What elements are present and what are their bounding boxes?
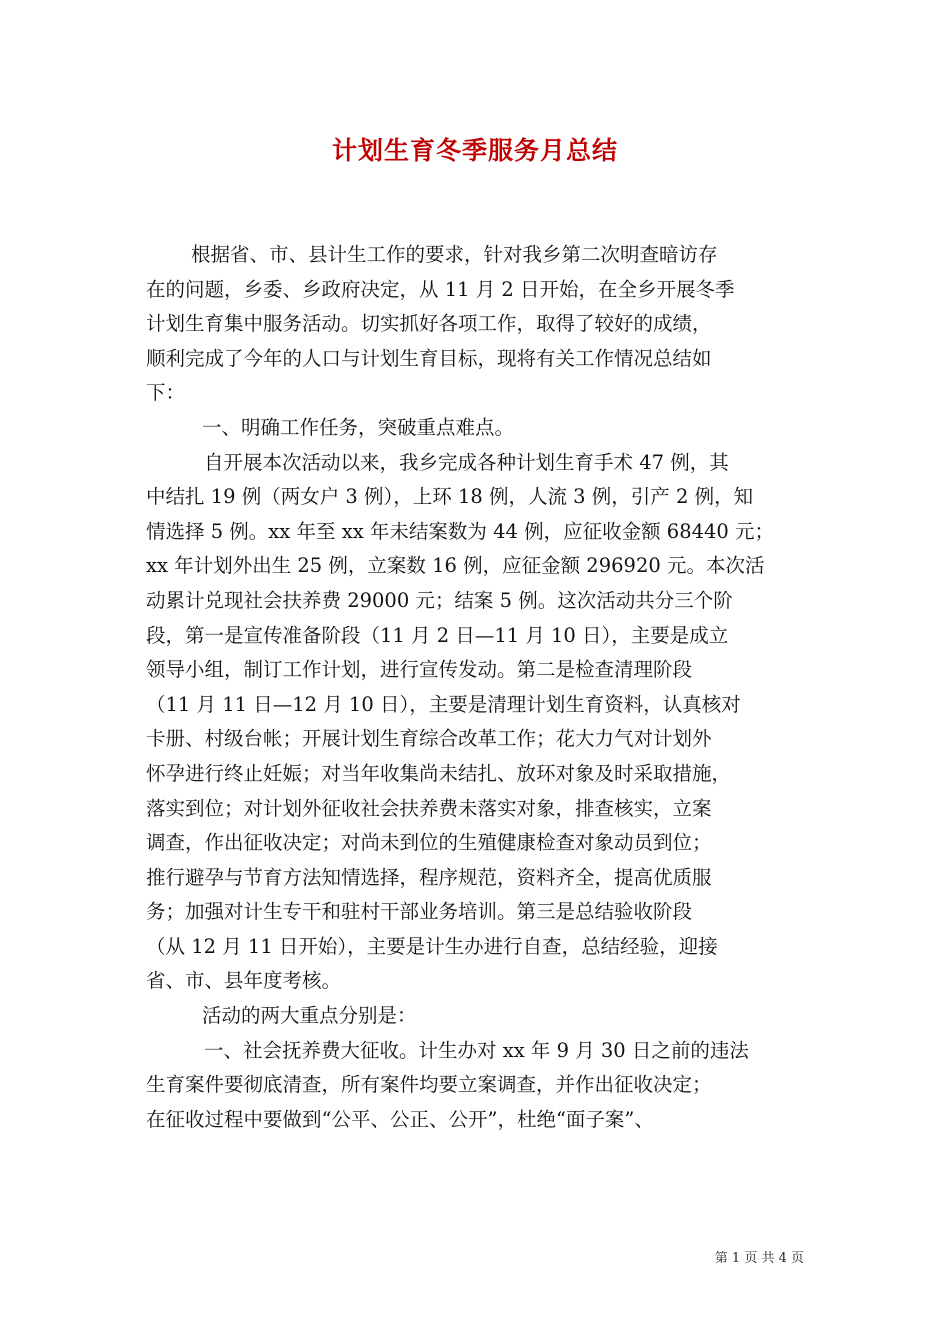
paragraph-line: 下： bbox=[146, 381, 186, 405]
paragraph-line: 调查，作出征收决定；对尚未到位的生殖健康检查对象动员到位； bbox=[146, 831, 712, 855]
paragraph-line: 怀孕进行终止妊娠；对当年收集尚未结扎、放环对象及时采取措施， bbox=[146, 761, 732, 785]
paragraph-line: 中结扎 19 例（两女户 3 例），上环 18 例，人流 3 例，引产 2 例，知 bbox=[146, 485, 754, 509]
paragraph-line: 活动的两大重点分别是： bbox=[202, 1004, 417, 1028]
paragraph-line: 省、市、县年度考核。 bbox=[146, 969, 342, 993]
document-body bbox=[146, 238, 806, 1137]
paragraph-line: 顺利完成了今年的人口与计划生育目标，现将有关工作情况总结如 bbox=[146, 346, 712, 370]
paragraph-line: 情选择 5 例。xx 年至 xx 年未结案数为 44 例，应征收金额 68440 元； bbox=[146, 519, 775, 543]
section-heading: 一、明确工作任务，突破重点难点。 bbox=[202, 415, 515, 439]
paragraph-line: （11 月 11 日—12 月 10 日），主要是清理计划生育资料，认真核对 bbox=[146, 692, 741, 716]
paragraph-line: 落实到位；对计划外征收社会扶养费未落实对象，排查核实，立案 bbox=[146, 796, 712, 820]
paragraph-line: 卡册、村级台帐；开展计划生育综合改革工作；花大力气对计划外 bbox=[146, 727, 712, 751]
paragraph-line: 领导小组，制订工作计划，进行宣传发动。第二是检查清理阶段 bbox=[146, 658, 693, 682]
paragraph-line: 计划生育集中服务活动。切实抓好各项工作，取得了较好的成绩， bbox=[146, 312, 712, 336]
paragraph-line: 务；加强对计生专干和驻村干部业务培训。第三是总结验收阶段 bbox=[146, 900, 693, 924]
paragraph-line: 在的问题，乡委、乡政府决定，从 11 月 2 日开始，在全乡开展冬季 bbox=[146, 277, 735, 301]
page-number: 第 1 页 共 4 页 bbox=[714, 1251, 804, 1266]
paragraph-line: 推行避孕与节育方法知情选择，程序规范，资料齐全，提高优质服 bbox=[146, 865, 712, 889]
paragraph-line: 生育案件要彻底清查，所有案件均要立案调查，并作出征收决定； bbox=[146, 1073, 712, 1097]
paragraph-line: 在征收过程中要做到“公平、公正、公开”，杜绝“面子案”、 bbox=[146, 1107, 654, 1131]
document-title: 计划生育冬季服务月总结 bbox=[331, 136, 618, 165]
paragraph-line: xx 年计划外出生 25 例，立案数 16 例，应征金额 296920 元。本次活 bbox=[146, 554, 765, 578]
paragraph-line: 根据省、市、县计生工作的要求，针对我乡第二次明查暗访存 bbox=[191, 243, 718, 266]
paragraph-line: 动累计兑现社会扶养费 29000 元；结案 5 例。这次活动共分三个阶 bbox=[146, 588, 733, 612]
paragraph-line: 段，第一是宣传准备阶段（11 月 2 日—11 月 10 日），主要是成立 bbox=[146, 623, 729, 647]
paragraph-line: 自开展本次活动以来，我乡完成各种计划生育手术 47 例，其 bbox=[204, 450, 729, 474]
paragraph-line: （从 12 月 11 日开始），主要是计生办进行自查，总结经验，迎接 bbox=[146, 934, 718, 958]
section-heading: 一、社会抚养费大征收。计生办对 xx 年 9 月 30 日之前的违法 bbox=[204, 1038, 749, 1062]
